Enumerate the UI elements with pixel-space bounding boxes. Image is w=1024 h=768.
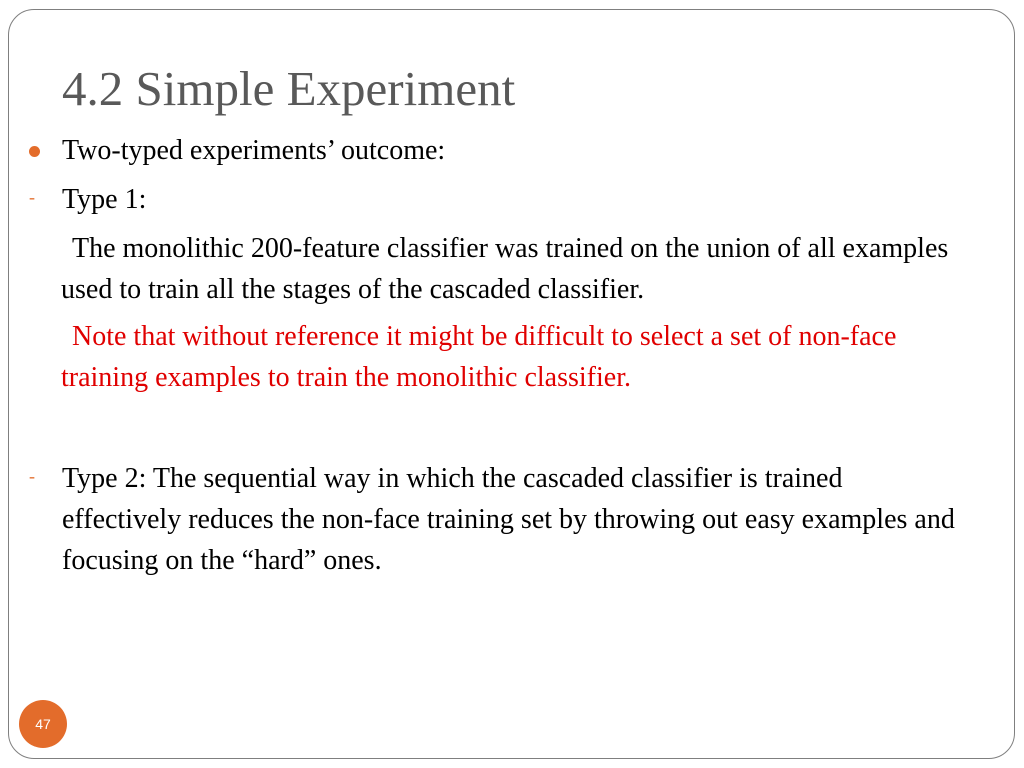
dash-marker-type2: - xyxy=(29,466,35,486)
bullet-heading: Two-typed experiments’ outcome: xyxy=(62,135,446,166)
type2-description: Type 2: The sequential way in which the cascaded classifier is trained effectively reduces the non-face training set by throwing out easy examples and focusing on the “hard” ones. xyxy=(62,463,955,576)
slide-title: 4.2 Simple Experiment xyxy=(62,61,516,116)
dash-marker-type1: - xyxy=(29,187,35,207)
slide-frame xyxy=(8,9,1015,759)
slide-number-badge: 47 xyxy=(19,700,67,748)
type1-label: Type 1: xyxy=(62,184,147,215)
type1-description: The monolithic 200-feature classifier was trained on the union of all examples used to train all the stages of the cascaded classifier. xyxy=(61,233,949,305)
bullet-dot-icon xyxy=(29,146,40,157)
type1-note: Note that without reference it might be difficult to select a set of non-face training examples to train the monolithic classifier. xyxy=(61,321,897,393)
